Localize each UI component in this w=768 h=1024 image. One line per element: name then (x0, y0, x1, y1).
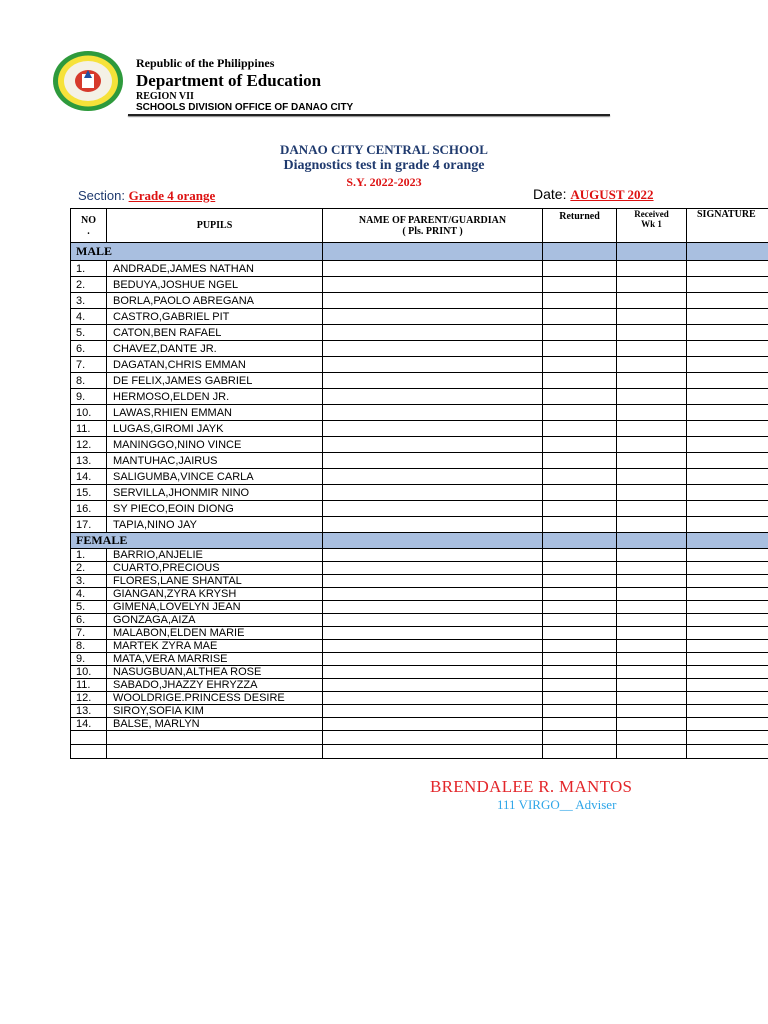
cell-parent[interactable] (323, 601, 543, 614)
cell-no: 7. (71, 357, 107, 373)
cell-no: 9. (71, 653, 107, 666)
cell-signature[interactable] (687, 485, 768, 501)
cell-received[interactable] (617, 549, 687, 562)
cell-signature[interactable] (687, 517, 768, 533)
table-row (71, 601, 768, 614)
cell-returned[interactable] (543, 277, 617, 293)
table-row (71, 640, 768, 653)
cell-parent[interactable] (323, 389, 543, 405)
col-header-signature: SIGNATURE (687, 209, 768, 243)
col-header-no (71, 209, 107, 243)
cell-signature[interactable] (687, 653, 768, 666)
cell-parent[interactable] (323, 718, 543, 731)
cell-parent[interactable] (323, 666, 543, 679)
cell-received[interactable] (617, 601, 687, 614)
cell-parent[interactable] (323, 588, 543, 601)
cell-returned[interactable] (543, 718, 617, 731)
cell-name: SY PIECO,EOIN DIONG (107, 501, 323, 517)
cell-received[interactable] (617, 453, 687, 469)
cell-received[interactable] (617, 653, 687, 666)
cell-name: GIANGAN,ZYRA KRYSH (107, 588, 323, 601)
cell-signature[interactable] (687, 453, 768, 469)
cell-parent[interactable] (323, 562, 543, 575)
cell-signature[interactable] (687, 575, 768, 588)
cell-received[interactable] (617, 389, 687, 405)
cell-name: LAWAS,RHIEN EMMAN (107, 405, 323, 421)
cell-signature[interactable] (687, 627, 768, 640)
cell-received[interactable] (617, 692, 687, 705)
cell-returned[interactable] (543, 437, 617, 453)
col-header-no-text: NO (81, 214, 96, 226)
cell-returned[interactable] (543, 745, 617, 759)
cell-received[interactable] (617, 575, 687, 588)
cell-name: CUARTO,PRECIOUS (107, 562, 323, 575)
cell-name: SERVILLA,JHONMIR NINO (107, 485, 323, 501)
table-row (71, 341, 768, 357)
group-cell (543, 533, 617, 549)
cell-name: MANTUHAC,JAIRUS (107, 453, 323, 469)
cell-no (71, 745, 107, 759)
cell-returned[interactable] (543, 501, 617, 517)
cell-signature[interactable] (687, 666, 768, 679)
group-cell (687, 533, 768, 549)
section-value: Grade 4 orange (128, 188, 216, 203)
cell-parent[interactable] (323, 293, 543, 309)
cell-received[interactable] (617, 357, 687, 373)
cell-received[interactable] (617, 640, 687, 653)
cell-parent[interactable] (323, 745, 543, 759)
cell-parent[interactable] (323, 614, 543, 627)
cell-no: 12. (71, 437, 107, 453)
table-row (71, 405, 768, 421)
cell-name: SIROY,SOFIA KIM (107, 705, 323, 718)
department-heading: Department of Education (136, 71, 322, 90)
cell-signature[interactable] (687, 679, 768, 692)
cell-no: 14. (71, 718, 107, 731)
cell-signature[interactable] (687, 562, 768, 575)
col-header-received-week: Wk 1 (641, 219, 662, 229)
cell-no: 5. (71, 325, 107, 341)
cell-returned[interactable] (543, 666, 617, 679)
cell-name (107, 745, 323, 759)
cell-no (71, 731, 107, 745)
roster-table-wrapper (70, 208, 768, 759)
cell-returned[interactable] (543, 469, 617, 485)
cell-signature[interactable] (687, 745, 768, 759)
cell-parent[interactable] (323, 309, 543, 325)
cell-returned[interactable] (543, 627, 617, 640)
test-title: Diagnostics test in grade 4 orange (283, 158, 485, 173)
cell-signature[interactable] (687, 261, 768, 277)
cell-returned[interactable] (543, 485, 617, 501)
table-row (71, 679, 768, 692)
cell-received[interactable] (617, 261, 687, 277)
cell-no: 4. (71, 588, 107, 601)
cell-parent[interactable] (323, 405, 543, 421)
cell-received[interactable] (617, 485, 687, 501)
cell-returned[interactable] (543, 679, 617, 692)
cell-received[interactable] (617, 421, 687, 437)
cell-name: MARTEK ZYRA MAE (107, 640, 323, 653)
cell-returned[interactable] (543, 261, 617, 277)
table-row (71, 373, 768, 389)
cell-parent[interactable] (323, 453, 543, 469)
female-group-label: FEMALE (71, 533, 323, 549)
group-cell (687, 243, 768, 261)
table-row (71, 549, 768, 562)
cell-parent[interactable] (323, 357, 543, 373)
col-header-pupils: PUPILS (107, 209, 323, 243)
date-value: AUGUST 2022 (570, 187, 654, 202)
cell-no: 11. (71, 679, 107, 692)
cell-name: MALABON,ELDEN MARIE (107, 627, 323, 640)
cell-no: 7. (71, 627, 107, 640)
cell-parent[interactable] (323, 731, 543, 745)
table-row (71, 692, 768, 705)
cell-returned[interactable] (543, 614, 617, 627)
table-row (71, 325, 768, 341)
cell-no: 2. (71, 277, 107, 293)
cell-parent[interactable] (323, 261, 543, 277)
deped-seal-logo (52, 50, 124, 112)
cell-parent[interactable] (323, 325, 543, 341)
cell-received[interactable] (617, 679, 687, 692)
table-row (71, 614, 768, 627)
cell-no: 1. (71, 549, 107, 562)
cell-name: WOOLDRIGE.PRINCESS DESIRE (107, 692, 323, 705)
table-row (71, 293, 768, 309)
table-row (71, 705, 768, 718)
cell-signature[interactable] (687, 692, 768, 705)
cell-no: 5. (71, 601, 107, 614)
table-row (71, 653, 768, 666)
cell-parent[interactable] (323, 469, 543, 485)
cell-received[interactable] (617, 309, 687, 325)
cell-signature[interactable] (687, 718, 768, 731)
col-header-parent (323, 209, 543, 243)
date-label: Date: (533, 186, 571, 202)
cell-name: ANDRADE,JAMES NATHAN (107, 261, 323, 277)
cell-returned[interactable] (543, 653, 617, 666)
cell-returned[interactable] (543, 562, 617, 575)
cell-signature[interactable] (687, 309, 768, 325)
table-row (71, 562, 768, 575)
cell-name: DAGATAN,CHRIS EMMAN (107, 357, 323, 373)
table-row (71, 718, 768, 731)
cell-signature[interactable] (687, 501, 768, 517)
region-heading: REGION VII (136, 91, 194, 102)
cell-parent[interactable] (323, 373, 543, 389)
cell-returned[interactable] (543, 293, 617, 309)
col-header-received-text: Received (634, 209, 669, 219)
cell-signature[interactable] (687, 341, 768, 357)
cell-parent[interactable] (323, 501, 543, 517)
table-row (71, 627, 768, 640)
cell-no: 17. (71, 517, 107, 533)
cell-received[interactable] (617, 588, 687, 601)
cell-name: SABADO,JHAZZY EHRYZZA (107, 679, 323, 692)
cell-no: 11. (71, 421, 107, 437)
cell-parent[interactable] (323, 437, 543, 453)
cell-signature[interactable] (687, 705, 768, 718)
female-group-row (71, 533, 768, 549)
cell-received[interactable] (617, 731, 687, 745)
school-year: S.Y. 2022-2023 (346, 175, 422, 189)
cell-received[interactable] (617, 325, 687, 341)
cell-received[interactable] (617, 501, 687, 517)
cell-returned[interactable] (543, 421, 617, 437)
cell-returned[interactable] (543, 692, 617, 705)
cell-received[interactable] (617, 705, 687, 718)
cell-returned[interactable] (543, 341, 617, 357)
cell-received[interactable] (617, 437, 687, 453)
cell-returned[interactable] (543, 357, 617, 373)
cell-signature[interactable] (687, 549, 768, 562)
cell-returned[interactable] (543, 309, 617, 325)
table-row (71, 469, 768, 485)
cell-signature[interactable] (687, 325, 768, 341)
cell-no: 6. (71, 614, 107, 627)
cell-received[interactable] (617, 293, 687, 309)
cell-no: 12. (71, 692, 107, 705)
cell-no: 16. (71, 501, 107, 517)
table-row (71, 453, 768, 469)
cell-name: TAPIA,NINO JAY (107, 517, 323, 533)
table-row (71, 517, 768, 533)
cell-signature[interactable] (687, 614, 768, 627)
cell-no: 8. (71, 640, 107, 653)
cell-returned[interactable] (543, 588, 617, 601)
cell-received[interactable] (617, 718, 687, 731)
cell-name: CASTRO,GABRIEL PIT (107, 309, 323, 325)
cell-signature[interactable] (687, 389, 768, 405)
col-header-received (617, 209, 687, 243)
cell-parent[interactable] (323, 549, 543, 562)
group-cell (543, 243, 617, 261)
cell-signature[interactable] (687, 357, 768, 373)
cell-signature[interactable] (687, 437, 768, 453)
col-header-parent-note: ( Pls. PRINT ) (402, 225, 463, 237)
col-header-no-dot: . (87, 225, 90, 237)
cell-no: 10. (71, 405, 107, 421)
table-row (71, 309, 768, 325)
cell-received[interactable] (617, 469, 687, 485)
cell-name: BEDUYA,JOSHUE NGEL (107, 277, 323, 293)
col-header-parent-text: NAME OF PARENT/GUARDIAN (358, 214, 507, 226)
cell-no: 13. (71, 453, 107, 469)
table-row (71, 261, 768, 277)
cell-signature[interactable] (687, 405, 768, 421)
cell-no: 3. (71, 575, 107, 588)
cell-returned[interactable] (543, 640, 617, 653)
cell-received[interactable] (617, 405, 687, 421)
cell-no: 2. (71, 562, 107, 575)
cell-returned[interactable] (543, 549, 617, 562)
cell-no: 9. (71, 389, 107, 405)
adviser-title: 111 VIRGO__ Adviser (497, 797, 617, 812)
school-name: DANAO CITY CENTRAL SCHOOL (280, 142, 488, 157)
cell-received[interactable] (617, 745, 687, 759)
cell-received[interactable] (617, 614, 687, 627)
cell-signature[interactable] (687, 588, 768, 601)
cell-name: HERMOSO,ELDEN JR. (107, 389, 323, 405)
cell-parent[interactable] (323, 653, 543, 666)
cell-received[interactable] (617, 517, 687, 533)
table-row (71, 437, 768, 453)
table-row (71, 485, 768, 501)
cell-received[interactable] (617, 341, 687, 357)
table-row (71, 501, 768, 517)
cell-parent[interactable] (323, 627, 543, 640)
cell-name: GIMENA,LOVELYN JEAN (107, 601, 323, 614)
cell-returned[interactable] (543, 325, 617, 341)
cell-no: 1. (71, 261, 107, 277)
cell-returned[interactable] (543, 373, 617, 389)
table-row (71, 277, 768, 293)
cell-no: 10. (71, 666, 107, 679)
cell-received[interactable] (617, 666, 687, 679)
cell-name: CATON,BEN RAFAEL (107, 325, 323, 341)
cell-parent[interactable] (323, 575, 543, 588)
cell-name: MATA,VERA MARRISE (107, 653, 323, 666)
cell-signature[interactable] (687, 421, 768, 437)
cell-returned[interactable] (543, 517, 617, 533)
header-divider (128, 114, 610, 116)
republic-heading: Republic of the Philippines (136, 56, 275, 70)
division-heading: SCHOOLS DIVISION OFFICE OF DANAO CITY (136, 102, 354, 113)
cell-name: SALIGUMBA,VINCE CARLA (107, 469, 323, 485)
cell-no: 4. (71, 309, 107, 325)
male-group-label: MALE (71, 243, 323, 261)
table-row (71, 575, 768, 588)
table-row (71, 588, 768, 601)
cell-name: FLORES,LANE SHANTAL (107, 575, 323, 588)
cell-returned[interactable] (543, 405, 617, 421)
group-cell (323, 243, 543, 261)
col-header-returned: Returned (543, 209, 617, 243)
cell-name (107, 731, 323, 745)
cell-parent[interactable] (323, 421, 543, 437)
cell-name: DE FELIX,JAMES GABRIEL (107, 373, 323, 389)
cell-signature[interactable] (687, 640, 768, 653)
cell-parent[interactable] (323, 341, 543, 357)
table-row (71, 389, 768, 405)
section-label: Section: (78, 188, 129, 203)
cell-name: BORLA,PAOLO ABREGANA (107, 293, 323, 309)
cell-parent[interactable] (323, 517, 543, 533)
cell-parent[interactable] (323, 692, 543, 705)
adviser-name: BRENDALEE R. MANTOS (430, 777, 633, 796)
cell-received[interactable] (617, 562, 687, 575)
cell-parent[interactable] (323, 485, 543, 501)
cell-no: 8. (71, 373, 107, 389)
cell-no: 6. (71, 341, 107, 357)
table-row (71, 357, 768, 373)
cell-signature[interactable] (687, 293, 768, 309)
cell-signature[interactable] (687, 731, 768, 745)
cell-signature[interactable] (687, 469, 768, 485)
cell-returned[interactable] (543, 453, 617, 469)
cell-returned[interactable] (543, 389, 617, 405)
group-cell (617, 533, 687, 549)
cell-returned[interactable] (543, 731, 617, 745)
roster-table (70, 208, 768, 759)
cell-parent[interactable] (323, 705, 543, 718)
cell-no: 14. (71, 469, 107, 485)
cell-signature[interactable] (687, 601, 768, 614)
cell-no: 15. (71, 485, 107, 501)
table-row (71, 666, 768, 679)
cell-returned[interactable] (543, 705, 617, 718)
blank-row (71, 745, 768, 759)
male-group-row (71, 243, 768, 261)
cell-name: MANINGGO,NINO VINCE (107, 437, 323, 453)
cell-returned[interactable] (543, 575, 617, 588)
cell-name: BALSE, MARLYN (107, 718, 323, 731)
cell-received[interactable] (617, 277, 687, 293)
blank-row (71, 731, 768, 745)
cell-parent[interactable] (323, 679, 543, 692)
cell-returned[interactable] (543, 601, 617, 614)
section-field (78, 188, 215, 204)
date-field (533, 186, 654, 203)
cell-parent[interactable] (323, 640, 543, 653)
cell-name: CHAVEZ,DANTE JR. (107, 341, 323, 357)
cell-no: 13. (71, 705, 107, 718)
cell-name: BARRIO,ANJELIE (107, 549, 323, 562)
cell-name: GONZAGA,AIZA (107, 614, 323, 627)
cell-no: 3. (71, 293, 107, 309)
group-cell (617, 243, 687, 261)
group-cell (323, 533, 543, 549)
cell-name: LUGAS,GIROMI JAYK (107, 421, 323, 437)
cell-received[interactable] (617, 627, 687, 640)
cell-signature[interactable] (687, 277, 768, 293)
table-row (71, 421, 768, 437)
cell-signature[interactable] (687, 373, 768, 389)
cell-received[interactable] (617, 373, 687, 389)
cell-name: NASUGBUAN,ALTHEA ROSE (107, 666, 323, 679)
cell-parent[interactable] (323, 277, 543, 293)
